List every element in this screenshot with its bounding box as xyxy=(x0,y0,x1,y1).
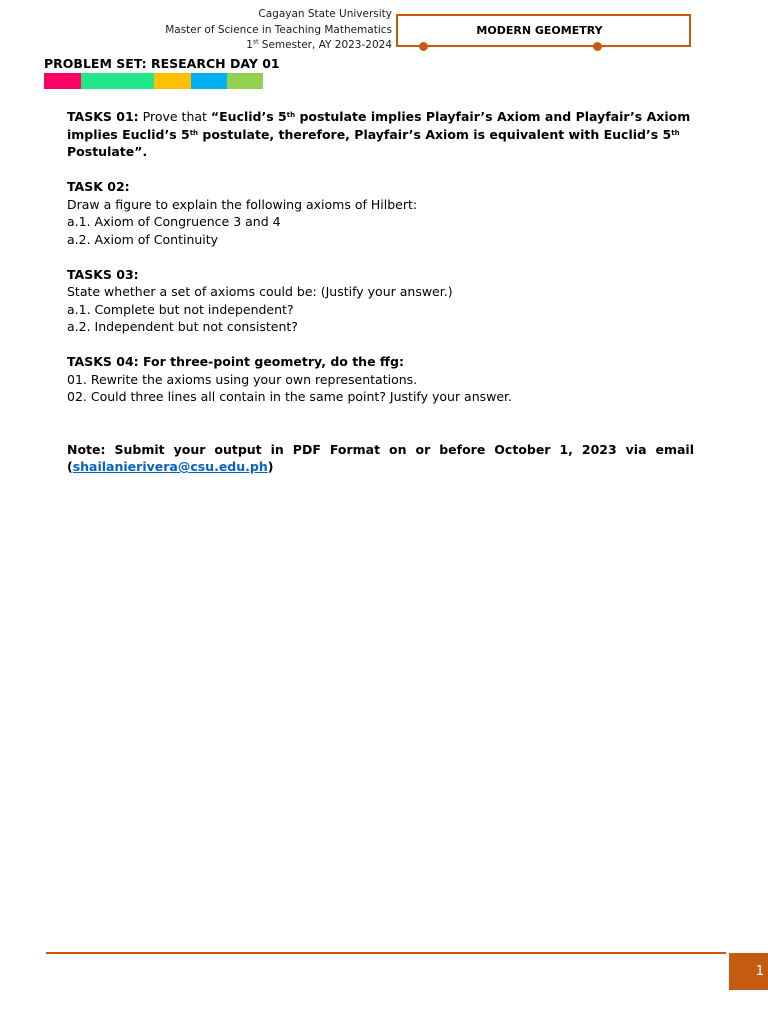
task-03-item: a.1. Complete but not independent? xyxy=(67,301,294,317)
task-02-item: a.2. Axiom of Continuity xyxy=(67,231,219,247)
task-04-item: 02. Could three lines all contain in the same point? Justify your answer. xyxy=(67,389,513,404)
semester-ordinal: st xyxy=(252,38,259,46)
footer-divider xyxy=(46,952,726,954)
email-link[interactable]: shailanierivera@csu.edu.ph xyxy=(72,459,268,474)
semester-number: 1 xyxy=(246,39,253,51)
task-02-item: a.1. Axiom of Congruence 3 and 4 xyxy=(67,214,281,229)
color-bar-blue xyxy=(191,73,227,89)
color-bar xyxy=(44,73,263,89)
color-bar-yellow xyxy=(154,73,191,89)
color-bar-lime xyxy=(227,73,263,89)
semester-line xyxy=(165,38,392,54)
decor-dot-left xyxy=(419,42,428,51)
color-bar-pink xyxy=(44,73,81,89)
task-01-statement: “Euclid’s 5th postulate implies Playfair’s Axiom and Playfair’s Axiom implies Euclid’s 5th postulate, therefore, Playfair’s Axiom is equivalent with Euclid’s 5th Postulate”. xyxy=(67,109,691,159)
problem-set-title: PROBLEM SET: RESEARCH DAY 01 xyxy=(44,56,280,71)
university-name: Cagayan State University xyxy=(258,8,392,20)
problem-content xyxy=(67,108,694,476)
decor-dot-right xyxy=(593,42,602,51)
color-bar-green xyxy=(81,73,154,89)
task-04-label: TASKS 04: For three-point geometry, do the ffg: xyxy=(67,354,404,369)
note-text: Note: Submit your output in PDF Format on or before October 1, 2023 via email xyxy=(67,441,694,457)
course-title-box xyxy=(396,14,691,47)
task-01-label: TASKS 01: xyxy=(67,109,139,124)
task-03-intro: State whether a set of axioms could be: (Justify your answer.) xyxy=(67,284,453,299)
semester-text: Semester, AY 2023-2024 xyxy=(258,39,392,51)
program-name: Master of Science in Teaching Mathematics xyxy=(165,23,392,36)
page-number: 1 xyxy=(729,953,768,990)
task-03-label: TASKS 03: xyxy=(67,266,139,282)
task-01-lead: Prove that xyxy=(142,109,207,124)
task-02-label: TASK 02: xyxy=(67,179,130,194)
note-email-line: (shailanierivera@csu.edu.ph) xyxy=(67,459,274,474)
task-04-item: 01. Rewrite the axioms using your own representations. xyxy=(67,371,418,387)
university-header xyxy=(165,7,392,54)
task-01 xyxy=(67,108,694,161)
course-title: MODERN GEOMETRY xyxy=(476,24,603,37)
task-03-item: a.2. Independent but not consistent? xyxy=(67,319,298,334)
task-02-intro: Draw a figure to explain the following axioms of Hilbert: xyxy=(67,196,418,212)
